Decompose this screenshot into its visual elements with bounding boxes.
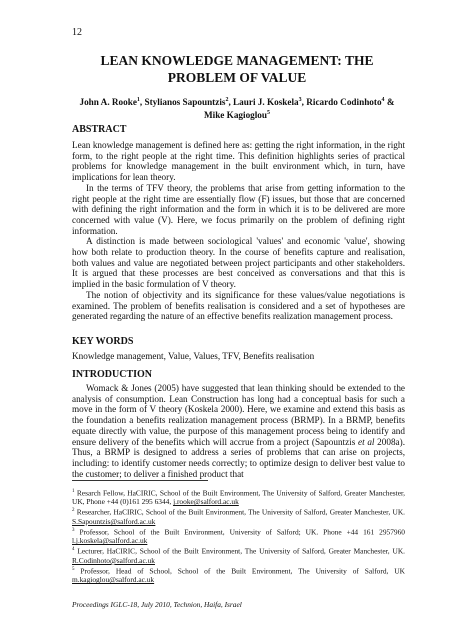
footnote-email-link[interactable]: S.Sapountzis@salford.ac.uk — [72, 516, 156, 526]
keywords-text: Knowledge management, Value, Values, TFV, Benefits realisation — [72, 351, 315, 361]
footnote-text: Lecturer, HaCIRIC, School of the Built Environment, The University of Salford, Greater Manchester, UK. — [74, 546, 405, 556]
abstract-heading: ABSTRACT — [72, 124, 127, 135]
abstract-paragraph: The notion of objectivity and its significance for these values/value negotiations is examined. The problem of benefits realisation is considered and a set of hypotheses are generated regarding the nature of an effective benefits realization management process. — [72, 289, 405, 322]
introduction-text-part1: Womack & Jones (2005) have suggested that lean thinking should be extended to the analysis of consumption. Lean Construction has long had a conceptual basis for such a move in the form of V theory (Koskela 2000). Here, we examine and extend this basis as the foundation a benefits realization management process (BRMP). In a BRMP, benefits equate directly with value, the purpose of this management process being to identify and ensure delivery of the benefits which will accrue from a project (Sapountzis — [72, 383, 405, 447]
footnote-mark: 1 — [72, 489, 75, 494]
introduction-paragraph — [72, 383, 405, 479]
title-line-2: PROBLEM OF VALUE — [167, 70, 307, 85]
footnotes — [72, 487, 405, 584]
footnote-2 — [72, 506, 405, 525]
footnote-email-link[interactable]: m.kagioglou@salford.ac.uk — [72, 575, 155, 585]
footnote-mark: 2 — [72, 508, 75, 514]
author-affiliation-mark: 5 — [267, 110, 271, 117]
author-name: Stylianos Sapountzis — [144, 97, 226, 108]
author-line-2 — [60, 108, 414, 121]
footnote-divider — [72, 480, 208, 481]
footnote-4 — [72, 545, 405, 564]
footnote-email-link[interactable]: l.j.koskela@salford.ac.uk — [72, 536, 148, 546]
author-affiliation-mark: 3 — [298, 97, 302, 103]
keywords-heading: KEY WORDS — [72, 336, 134, 347]
title-line-1: LEAN KNOWLEDGE MANAGEMENT: THE — [100, 53, 374, 68]
footnote-email-link[interactable]: R.Codinhoto@salford.ac.uk — [72, 555, 155, 565]
author-name: Lauri J. Koskela — [233, 97, 299, 108]
proceedings-footer: Proceedings IGLC-18, July 2010, Technion, Haifa, Israel — [72, 600, 242, 609]
footnote-text: Professor, School of the Built Environment, University of Salford; UK. Phone +44 161 2957960 — [74, 527, 405, 537]
author-list — [60, 95, 414, 121]
paper-title — [60, 52, 414, 86]
introduction-et-al: et al — [358, 436, 375, 447]
footnote-mark: 5 — [72, 566, 75, 572]
author-name: John A. Rooke — [79, 97, 137, 108]
author-name: Mike Kagioglou — [203, 110, 268, 121]
introduction-heading: INTRODUCTION — [72, 369, 153, 380]
footnote-3 — [72, 526, 405, 545]
footnote-5 — [72, 565, 405, 584]
footnote-text: Resarch Fellow, HaCIRIC, School of the Built Environment, The University of Salford, Greater Manchester, UK, Phone +44 (0)161 295 6344, — [72, 488, 405, 507]
author-name: Ricardo Codinhoto — [306, 97, 382, 108]
author-line-1: John A. Rooke$^1$, Stylianos Sapountzis$^2$, Lauri J. Koskela$^3$, Ricardo Codinhoto$^4$ & — [79, 97, 395, 108]
author-affiliation-mark: 2 — [225, 97, 229, 103]
footnote-mark: 4 — [72, 547, 75, 553]
abstract-paragraph: In the terms of TFV theory, the problems that arise from getting information to the right people at the right time are essentially flow (F) issues, but those that are concerned with defining the right information and the form in which it is to be delivered are more concerned with value (V). Here, we focus primarily on the problem of defining right information. — [72, 182, 405, 236]
footnote-text: Researcher, HaCIRIC, School of the Built Environment, The University of Salford, Greater Manchester, UK. — [74, 507, 405, 517]
page-number: 12 — [72, 27, 82, 38]
abstract-body — [72, 140, 405, 322]
author-affiliation-mark: 1 — [136, 97, 140, 103]
abstract-paragraph: A distinction is made between sociological 'values' and economic 'value', showing how both relate to production theory. In the course of benefits capture and realisation, both values and value are negotiated between project participants and other stakeholders. It is argued that these processes are best conceived as conversations and that this is implied in the basic formulation of V theory. — [72, 236, 405, 290]
abstract-paragraph: Lean knowledge management is defined here as: getting the right information, in the right form, to the right people at the right time. This definition highlights series of practical problems for knowledge management in the built environment which, in turn, have implications for lean theory. — [72, 140, 405, 183]
footnote-text: Professor, Head of School, School of the Built Environment, The University of Salford, UK — [74, 566, 405, 576]
footnote-email-link[interactable]: j.rooke@salford.ac.uk — [173, 497, 239, 507]
footnote-mark: 3 — [72, 527, 75, 533]
introduction-text-part2: 2008a). Thus, a BRMP is designed to address a series of problems that can arise on projects, including: to identify customer needs correctly; to optimize design to deliver best value to the customer; to deliver a finished product that — [72, 436, 405, 479]
author-affiliation-mark: 4 — [381, 97, 385, 103]
footnote-1 — [72, 487, 405, 506]
